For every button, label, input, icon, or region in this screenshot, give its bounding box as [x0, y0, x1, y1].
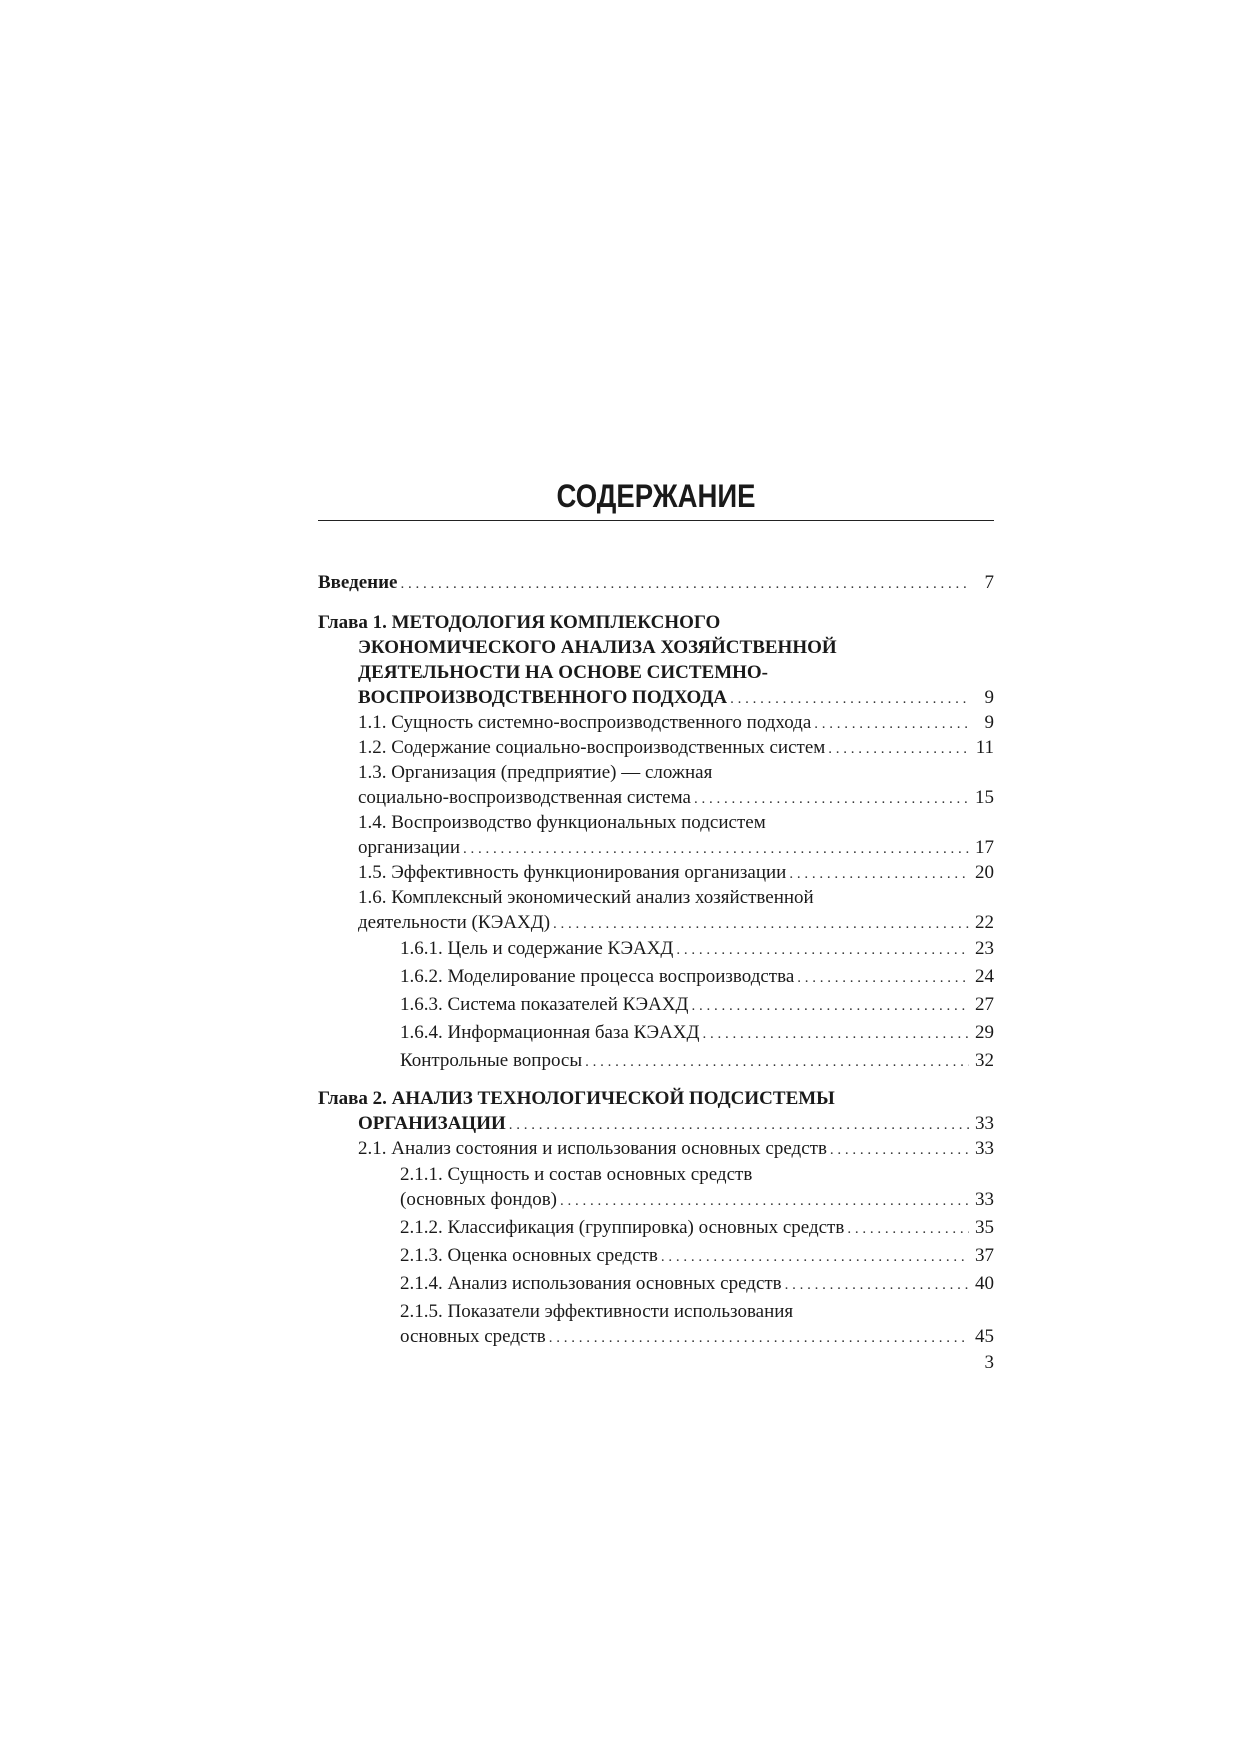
toc-entry-label: 1.5. Эффективность функционирования организации: [358, 862, 787, 883]
toc-page-number: 33: [975, 1113, 994, 1134]
leader-dots: [676, 938, 969, 963]
toc-entry-1-2[interactable]: [358, 735, 994, 760]
toc-page-number: 24: [975, 966, 994, 987]
page-title: СОДЕРЖАНИЕ: [556, 478, 756, 514]
chapter-title-line: ЭКОНОМИЧЕСКОГО АНАЛИЗА ХОЗЯЙСТВЕННОЙ: [358, 637, 837, 658]
toc-entry-label: организации: [358, 837, 461, 858]
toc-entry-chapter-1[interactable]: [318, 610, 994, 710]
toc-entry-label: 2.1.3. Оценка основных средств: [400, 1245, 658, 1266]
toc-entry-1-5[interactable]: [358, 860, 994, 885]
toc-entry-1-6[interactable]: [358, 885, 994, 935]
leader-dots: [847, 1217, 969, 1242]
toc-entry-label: 1.6.1. Цель и содержание КЭАХД: [400, 938, 674, 959]
toc-entry-1-6-4[interactable]: [400, 1020, 994, 1045]
leader-dots: [692, 994, 970, 1019]
toc-page-number: 33: [975, 1189, 994, 1210]
toc-entry-label: 1.4. Воспроизводство функциональных подсистем: [358, 812, 766, 833]
toc-page-number: 29: [975, 1022, 994, 1043]
toc-entry-1-3[interactable]: [358, 760, 994, 810]
leader-dots: [585, 1050, 969, 1075]
toc-page-number: 11: [975, 737, 994, 758]
chapter-title-line: ДЕЯТЕЛЬНОСТИ НА ОСНОВЕ СИСТЕМНО-: [358, 662, 769, 683]
toc-page-number: 20: [975, 862, 994, 883]
leader-dots: [814, 712, 970, 737]
toc-page-number: 33: [975, 1138, 994, 1159]
toc-entry-chapter-2[interactable]: [318, 1086, 994, 1136]
toc-page-number: 9: [984, 712, 994, 733]
toc-page-number: 27: [975, 994, 994, 1015]
toc-entry-label: 2.1.2. Классификация (группировка) основных средств: [400, 1217, 845, 1238]
toc-entry-label: 2.1.4. Анализ использования основных средств: [400, 1273, 782, 1294]
toc-entry-label: 1.1. Сущность системно-воспроизводственного подхода: [358, 712, 812, 733]
toc-entry-label: деятельности (КЭАХД): [358, 912, 551, 933]
toc-entry-label: 1.2. Содержание социально-воспроизводственных систем: [358, 737, 826, 758]
toc-entry-1-6-3[interactable]: [400, 992, 994, 1017]
leader-dots: [730, 687, 970, 712]
toc-entry-label: 2.1. Анализ состояния и использования основных средств: [358, 1138, 827, 1159]
toc-page-number: 45: [975, 1326, 994, 1347]
page-number: 3: [984, 1352, 994, 1373]
toc-entry-label: 1.3. Организация (предприятие) — сложная: [358, 762, 713, 783]
toc-page-number: 22: [975, 912, 994, 933]
leader-dots: [785, 1273, 969, 1298]
toc-page-number: 23: [975, 938, 994, 959]
chapter-prefix: Глава 1.: [318, 612, 387, 633]
toc-entry-label: 1.6.3. Система показателей КЭАХД: [400, 994, 689, 1015]
chapter-title-line: АНАЛИЗ ТЕХНОЛОГИЧЕСКОЙ ПОДСИСТЕМЫ: [391, 1088, 835, 1109]
toc-entry-questions[interactable]: [400, 1048, 994, 1073]
leader-dots: [828, 737, 969, 762]
toc-entry-label: Введение: [318, 572, 398, 593]
toc-entry-intro[interactable]: [318, 570, 994, 595]
chapter-title-line: ОРГАНИЗАЦИИ: [358, 1113, 506, 1134]
toc-entry-label: 1.6.2. Моделирование процесса воспроизводства: [400, 966, 795, 987]
leader-dots: [789, 862, 969, 887]
leader-dots: [830, 1138, 969, 1163]
toc-entry-label: 2.1.5. Показатели эффективности использования: [400, 1301, 794, 1322]
toc-page-number: 37: [975, 1245, 994, 1266]
toc-entry-1-1[interactable]: [358, 710, 994, 735]
toc-entry-label: 2.1.1. Сущность и состав основных средств: [400, 1164, 753, 1185]
toc-entry-2-1-3[interactable]: [400, 1243, 994, 1268]
leader-dots: [797, 966, 969, 991]
toc-entry-1-6-1[interactable]: [400, 936, 994, 961]
leader-dots: [661, 1245, 969, 1270]
toc-entry-2-1[interactable]: [358, 1136, 994, 1161]
leader-dots: [463, 837, 969, 862]
toc-entry-label: Контрольные вопросы: [400, 1050, 583, 1071]
toc-entry-label: 1.6. Комплексный экономический анализ хозяйственной: [358, 887, 814, 908]
title-divider: [318, 520, 994, 521]
toc-page-number: 9: [984, 687, 994, 708]
chapter-title-line: МЕТОДОЛОГИЯ КОМПЛЕКСНОГО: [391, 612, 721, 633]
toc-page-number: 32: [975, 1050, 994, 1071]
leader-dots: [560, 1189, 969, 1214]
leader-dots: [553, 912, 969, 937]
chapter-prefix: Глава 2.: [318, 1088, 387, 1109]
leader-dots: [702, 1022, 969, 1047]
toc-page-number: 7: [984, 572, 994, 593]
toc-entry-2-1-2[interactable]: [400, 1215, 994, 1240]
toc-entry-2-1-1[interactable]: [400, 1162, 994, 1212]
toc-page-number: 17: [975, 837, 994, 858]
toc-page-number: 15: [975, 787, 994, 808]
toc-entry-label: основных средств: [400, 1326, 546, 1347]
toc-entry-label: 1.6.4. Информационная база КЭАХД: [400, 1022, 700, 1043]
leader-dots: [509, 1113, 969, 1138]
toc-entry-1-6-2[interactable]: [400, 964, 994, 989]
toc-page-number: 40: [975, 1273, 994, 1294]
toc-entry-2-1-4[interactable]: [400, 1271, 994, 1296]
leader-dots: [549, 1326, 969, 1351]
chapter-title-line: ВОСПРОИЗВОДСТВЕННОГО ПОДХОДА: [358, 687, 728, 708]
leader-dots: [694, 787, 969, 812]
leader-dots: [401, 572, 971, 597]
toc-entry-label: (основных фондов): [400, 1189, 558, 1210]
toc-entry-2-1-5[interactable]: [400, 1299, 994, 1349]
toc-page-number: 35: [975, 1217, 994, 1238]
toc-entry-1-4[interactable]: [358, 810, 994, 860]
toc-entry-label: социально-воспроизводственная система: [358, 787, 691, 808]
